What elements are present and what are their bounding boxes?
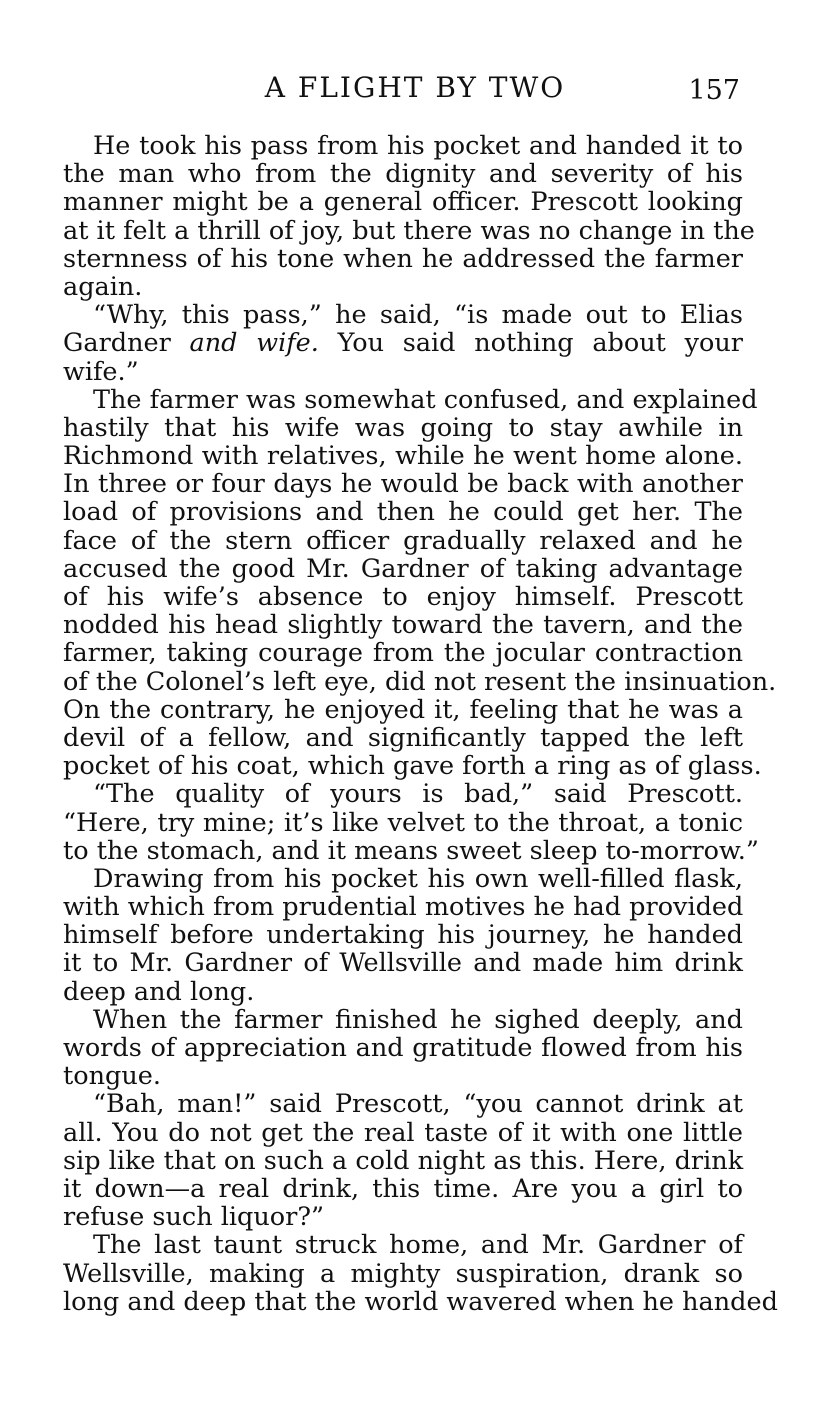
text-line: hastily that his wife was going to stay awhile in	[63, 412, 743, 443]
text-line: “Bah, man!” said Prescott, “you cannot drink at	[93, 1089, 743, 1120]
text-line: it to Mr. Gardner of Wellsville and made him drink	[63, 948, 743, 979]
text-line: at it felt a thrill of joy, but there was no change in the	[63, 215, 755, 246]
text-line: the man who from the dignity and severity of his	[63, 159, 743, 190]
text-line: to the stomach, and it means sweet sleep to-morrow.”	[63, 835, 759, 866]
text-line: words of appreciation and gratitude flowed from his	[63, 1033, 743, 1063]
text-line: himself before undertaking his journey, he handed	[63, 920, 743, 951]
text-line: of the Colonel’s left eye, did not resent the insinuation.	[63, 666, 777, 697]
text-line: The farmer was somewhat confused, and explained	[93, 384, 758, 415]
text-line: deep and long.	[63, 976, 255, 1007]
text-line: accused the good Mr. Gardner of taking advantage	[63, 553, 743, 584]
text-line: “Why, this pass,” he said, “is made out to Elias	[93, 300, 743, 331]
text-line: long and deep that the world wavered when he handed	[63, 1286, 778, 1317]
text-line: manner might be a general officer. Prescott looking	[63, 187, 743, 218]
text-line: He took his pass from his pocket and handed it to	[93, 131, 743, 161]
text-line: Richmond with relatives, while he went home alone.	[63, 441, 743, 472]
text-line: nodded his head slightly toward the tavern, and the	[63, 610, 743, 641]
text-line: On the contrary, he enjoyed it, feeling that he was a	[63, 694, 743, 725]
text-line: refuse such liquor?”	[63, 1202, 325, 1233]
text-line-mixed	[63, 329, 743, 357]
text-line: farmer, taking courage from the jocular contraction	[63, 638, 743, 669]
text-line: tongue.	[63, 1061, 161, 1092]
text-line: Drawing from his pocket his own well-filled flask,	[93, 863, 743, 894]
text-line: wife.”	[63, 356, 139, 387]
text-fragment: Gardner	[63, 328, 171, 359]
body-text	[63, 131, 778, 1317]
text-line: When the farmer finished he sighed deeply, and	[93, 1004, 743, 1035]
text-line: In three or four days he would be back with another	[63, 469, 743, 500]
text-line: face of the stern officer gradually relaxed and he	[63, 525, 743, 556]
text-fragment: You said nothing about your	[337, 328, 743, 359]
text-line: all. You do not get the real taste of it with one little	[63, 1117, 743, 1148]
text-line: of his wife’s absence to enjoy himself. Prescott	[63, 582, 743, 612]
page-number: 157	[688, 75, 740, 106]
text-line: devil of a fellow, and significantly tapped the left	[63, 722, 743, 753]
running-title: A FLIGHT BY TWO	[264, 71, 566, 104]
text-line: with which from prudential motives he had provided	[63, 892, 744, 923]
text-line: sternness of his tone when he addressed the farmer	[63, 243, 743, 274]
text-line: again.	[63, 271, 143, 302]
italic-emphasis: and wife.	[189, 328, 319, 359]
text-line: “Here, try mine; it’s like velvet to the throat, a tonic	[63, 807, 743, 838]
text-line: sip like that on such a cold night as this. Here, drink	[63, 1145, 744, 1176]
text-line: “The quality of yours is bad,” said Prescott.	[93, 779, 743, 810]
text-line: The last taunt struck home, and Mr. Gardner of	[93, 1230, 743, 1261]
text-line: it down—a real drink, this time. Are you a girl to	[63, 1173, 743, 1204]
text-line: pocket of his coat, which gave forth a ring as of glass.	[63, 751, 762, 782]
text-line: load of provisions and then he could get her. The	[63, 497, 743, 528]
text-line: Wellsville, making a mighty suspiration, drank so	[63, 1258, 743, 1289]
